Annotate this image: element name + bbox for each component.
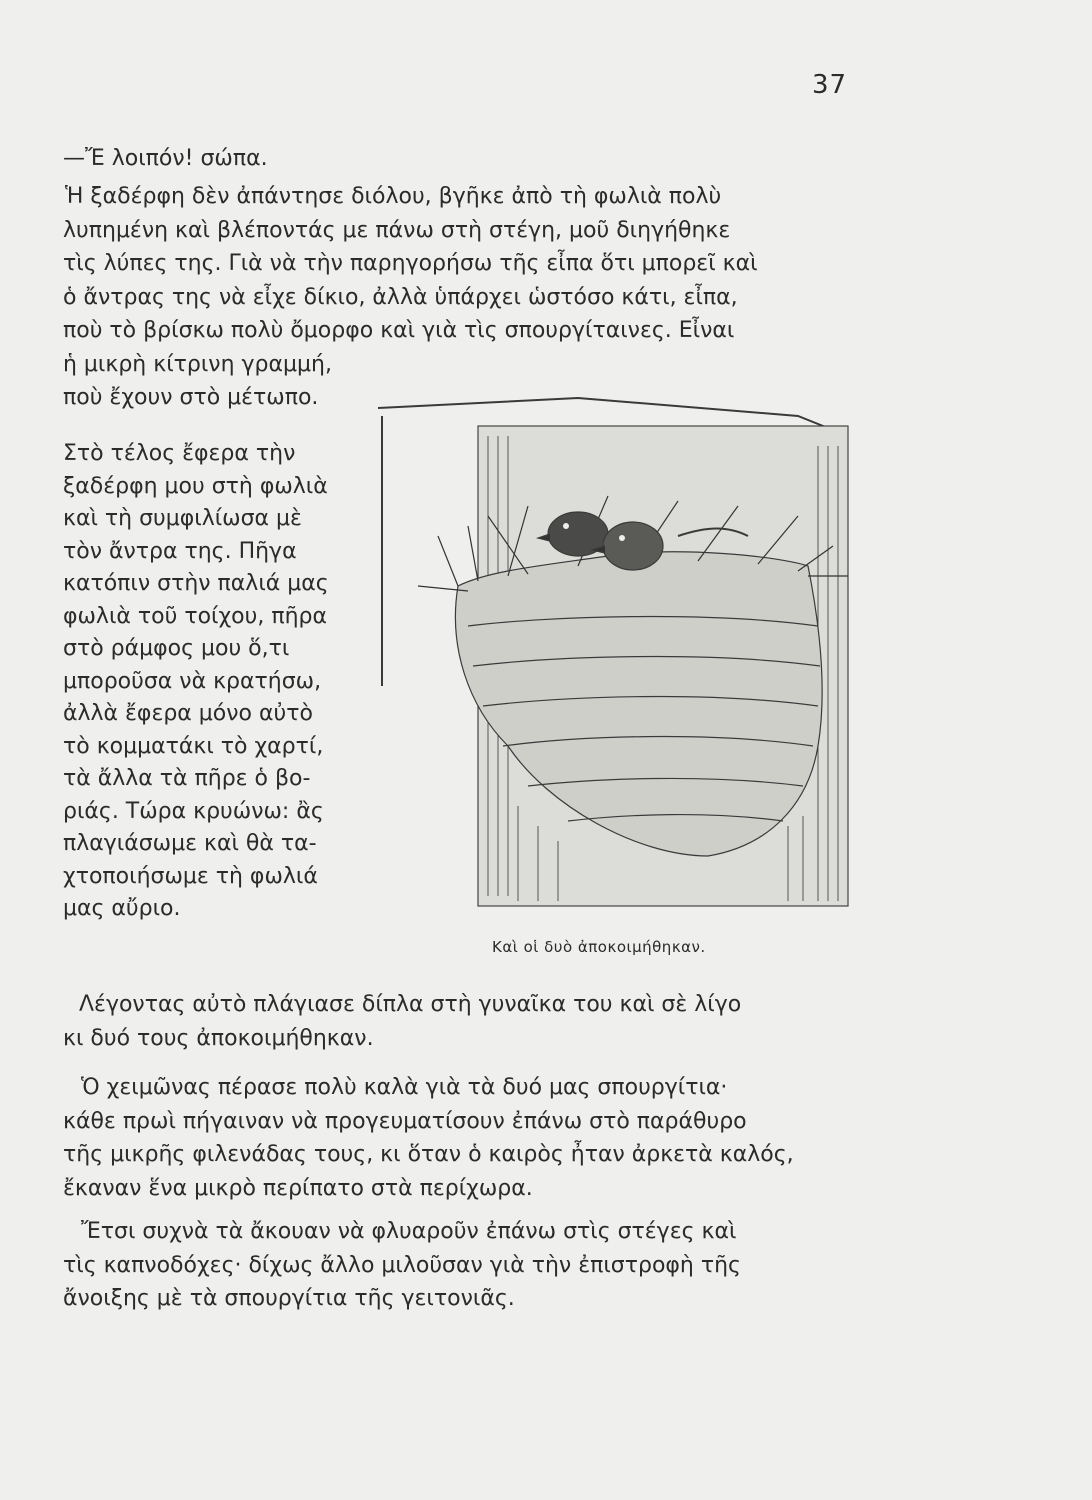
- paragraph-6-line: Ἔτσι συχνὰ τὰ ἄκουαν νὰ φλυαροῦν ἐπάνω στὶς στέγες καὶ: [81, 1219, 737, 1244]
- nest-illustration: [378, 386, 868, 938]
- paragraph-3-line: στὸ ράμφος μου ὅ,τι: [63, 636, 290, 661]
- paragraph-4: [63, 988, 873, 1055]
- paragraph-2-line: τὶς λύπες της. Γιὰ νὰ τὴν παρηγορήσω τῆς εἶπα ὅτι μπορεῖ καὶ: [63, 251, 758, 276]
- paragraph-3-line: μας αὔριο.: [63, 896, 181, 921]
- paragraph-2-line: ποὺ ἔχουν στὸ μέτωπο.: [63, 385, 319, 410]
- paragraph-4-line: Λέγοντας αὐτὸ πλάγιασε δίπλα στὴ γυναῖκα του καὶ σὲ λίγο: [79, 992, 742, 1017]
- paragraph-3-line: τὸ κομματάκι τὸ χαρτί,: [63, 733, 324, 759]
- paragraph-5-line: κάθε πρωὶ πήγαιναν νὰ προγευματίσουν ἐπάνω στὸ παράθυρο: [63, 1108, 747, 1134]
- paragraph-2-line-text: Ἡ ξαδέρφη δὲν ἀπάντησε διόλου, βγῆκε ἀπὸ τὴ φωλιὰ πολὺ: [65, 184, 722, 209]
- paragraph-3-line: ξαδέρφη μου στὴ φωλιὰ: [63, 473, 328, 499]
- page-number: 37: [812, 70, 848, 100]
- paragraph-2: [63, 180, 873, 415]
- paragraph-2-line: [63, 180, 873, 214]
- paragraph-1-line: —Ἔ λοιπόν! σώπα.: [63, 146, 268, 171]
- paragraph-2-line: ἡ μικρὴ κίτρινη γραμμή,: [63, 351, 332, 377]
- paragraph-3-line: κατόπιν στὴν παλιά μας: [63, 571, 329, 596]
- paragraph-2-line: ὁ ἄντρας της νὰ εἶχε δίκιο, ἀλλὰ ὑπάρχει ὡστόσο κάτι, εἶπα,: [63, 284, 738, 310]
- paragraph-3-line: ριάς. Τώρα κρυώνω: ἂς: [63, 798, 324, 824]
- paragraph-5-line: ἔκαναν ἕνα μικρὸ περίπατο στὰ περίχωρα.: [63, 1175, 533, 1201]
- paragraph-3-line: ἀλλὰ ἔφερα μόνο αὐτὸ: [63, 701, 313, 726]
- paragraph-1: [63, 142, 873, 176]
- paragraph-6: [63, 1215, 873, 1316]
- paragraph-3-line: τὸν ἄντρα της. Πῆγα: [63, 538, 297, 564]
- paragraph-3-line: μποροῦσα νὰ κρατήσω,: [63, 668, 322, 694]
- paragraph-3-line: τὰ ἄλλα τὰ πῆρε ὁ βο-: [63, 766, 311, 791]
- paragraph-6-line: ἄνοιξης μὲ τὰ σπουργίτια τῆς γειτονιᾶς.: [63, 1286, 515, 1311]
- paragraph-3-line: καὶ τὴ συμφιλίωσα μὲ: [63, 506, 302, 531]
- paragraph-3: [63, 438, 363, 926]
- paragraph-3-line: πλαγιάσωμε καὶ θὰ τα-: [63, 831, 317, 856]
- paragraph-5-line: Ὁ χειμῶνας πέρασε πολὺ καλὰ γιὰ τὰ δυό μας σπουργίτια·: [81, 1075, 728, 1100]
- paragraph-4-line: κι δυό τους ἀποκοιμήθηκαν.: [63, 1025, 374, 1051]
- paragraph-2-line: λυπημένη καὶ βλέποντάς με πάνω στὴ στέγη, μοῦ διηγήθηκε: [63, 217, 731, 243]
- paragraph-3-line: χτοποιήσωμε τὴ φωλιά: [63, 863, 318, 889]
- paragraph-2-line: ποὺ τὸ βρίσκω πολὺ ὄμορφο καὶ γιὰ τὶς σπουργίταινες. Εἶναι: [63, 318, 735, 343]
- paragraph-6-line: τὶς καπνοδόχες· δίχως ἄλλο μιλοῦσαν γιὰ τὴν ἐπιστροφὴ τῆς: [63, 1252, 741, 1278]
- paragraph-5-line: τῆς μικρῆς φιλενάδας τους, κι ὅταν ὁ καιρὸς ἦταν ἀρκετὰ καλός,: [63, 1142, 794, 1167]
- paragraph-5: [63, 1071, 873, 1205]
- figure-caption: Καὶ οἱ δυὸ ἀποκοιμήθηκαν.: [492, 938, 706, 956]
- paragraph-3-line: Στὸ τέλος ἔφερα τὴν: [63, 441, 296, 466]
- paragraph-3-line: φωλιὰ τοῦ τοίχου, πῆρα: [63, 603, 328, 629]
